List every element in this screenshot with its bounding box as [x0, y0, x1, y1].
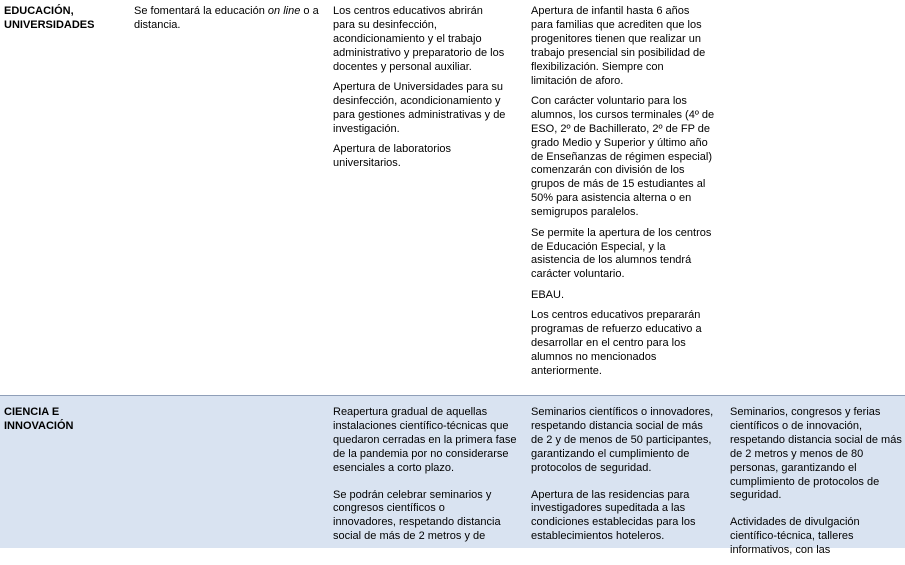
paragraph: EBAU.: [531, 288, 565, 301]
paragraph: Seminarios, congresos y ferias científicos o de innovación, respetando distancia social de más de 2 metros y menos de 80 personas, garantizando el cumplimiento de protocolos de seguridad.: [730, 406, 902, 502]
phase0-text: Se fomentará la educación on line o a distancia.: [134, 5, 319, 31]
paragraph: Apertura de laboratorios universitarios.: [333, 143, 452, 170]
paragraph: Apertura de infantil hasta 6 años para familias que acrediten que los progenitores tienen que realizar un trabajo presencial sin posibilidad de flexibilización. Siempre con limitación de aforo.: [531, 5, 706, 87]
paragraph: Seminarios científicos o innovadores, respetando distancia social de más de 2 y de menos de 50 participantes, garantizando el cumplimiento de protocolos de seguridad.: [531, 406, 714, 474]
row-heading-education: EDUCACIÓN, UNIVERSIDADES: [4, 5, 95, 31]
paragraph: Se permite la apertura de los centros de Educación Especial, y la asistencia de los alumnos tendrá carácter voluntario.: [531, 226, 712, 281]
paragraph: Apertura de las residencias para investigadores supeditada a las condiciones establecidas para los establecimientos hoteleros.: [531, 488, 696, 543]
phase1-cell: [333, 406, 523, 551]
table-row-science: [0, 396, 905, 557]
paragraph: Reapertura gradual de aquellas instalaciones científico-técnicas que quedaron cerradas en la primera fase de la pandemia por no considerarse esenciales a corto plazo.: [333, 406, 517, 474]
paragraph: Los centros educativos prepararán programas de refuerzo educativo a desarrollar en el centro para los alumnos no mencionados anteriormente.: [531, 309, 702, 377]
phase0-cell: [134, 5, 320, 39]
phase3-cell: [730, 406, 902, 565]
row-heading-cell: [4, 406, 124, 434]
paragraph: Con carácter voluntario para los alumnos, los cursos terminales (4º de ESO, 2º de Bachillerato, 2º de FP de grado Medio y Superior y último año de Enseñanzas de régimen especial) comenzarán con división de los grupos de más de 15 estudiantes al 50% para asistencia alterna o en semigrupos paralelos.: [531, 94, 715, 219]
paragraph: Se podrán celebrar seminarios y congresos científicos o innovadores, respetando distancia social de más de 2 metros y de: [333, 488, 501, 543]
paragraph: Los centros educativos abrirán para su desinfección, acondicionamiento y el trabajo administrativo y preparatorio de los docentes y personal auxiliar.: [333, 5, 505, 73]
phase2-cell: [531, 5, 721, 385]
paragraph: Actividades de divulgación científico-técnica, talleres informativos, con las: [730, 516, 860, 557]
row-heading-science: CIENCIA E INNOVACIÓN: [4, 406, 74, 432]
phase2-cell: [531, 406, 721, 551]
row-heading-cell: [4, 5, 124, 33]
phase1-cell: [333, 5, 523, 177]
paragraph: Apertura de Universidades para su desinfección, acondicionamiento y para gestiones administrativas y de investigación.: [333, 81, 506, 135]
